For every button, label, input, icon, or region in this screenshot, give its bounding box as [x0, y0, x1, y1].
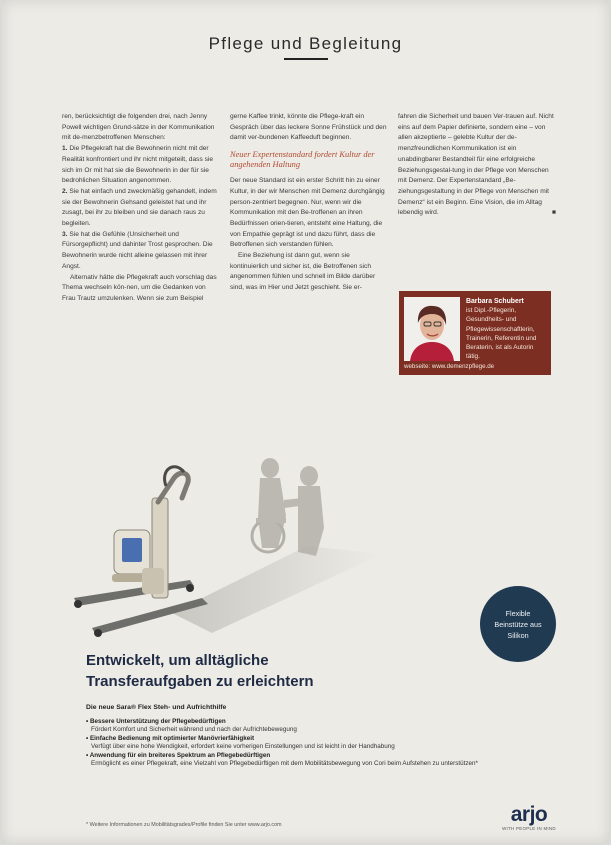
feature-item: • Anwendung für ein breiteres Spektrum an Pflegebedürftigen Ermöglicht es einer Pflegekraft, eine Vielzahl von Pflegebedürftigen mit dem Mobilitätsbewegung von Cori beim Aufstehen zu unterstützen* — [86, 751, 479, 768]
article-column-3 — [398, 112, 556, 219]
ad-feature-badge: Flexible Beinstütze aus Silikon — [480, 586, 556, 662]
author-box — [399, 291, 551, 375]
ad-headline: Entwickelt, um alltägliche Transferaufgaben zu erleichtern — [86, 652, 314, 690]
page-title: Pflege und Begleitung — [208, 34, 403, 53]
magazine-page — [2, 0, 609, 843]
title-underline — [284, 58, 328, 60]
list-item: 1. Die Pflegekraft hat die Bewohnerin nicht mit der Realität konfrontiert und ihr nicht mitgeteilt, dass sie sich im Or mit hat sie die Bewohnerin in der für sie bedrohlichen Situation angenommen. — [62, 145, 213, 185]
arjo-logo: arjo WITH PEOPLE IN MIND — [502, 803, 556, 831]
ad-product-image — [62, 428, 422, 650]
list-item: 2. Sie hat einfach und zweckmäßig gehandelt, indem sie der Bewohnerin Gehsand geleistet hat und ihr zusagt, bei ihr zu bleiben und sie danach raus zu begleiten. — [62, 187, 217, 228]
author-bio — [466, 297, 548, 361]
ad-feature-list — [86, 718, 526, 768]
paragraph: fahren die Sicherheit und bauen Ver-trauen auf. Nicht eins auf dem Papier definierte, sondern eine – von allen akzeptierte – gelebte Kultur der de-menzfreundlichen Kommunikation ist ein unabdingbarer Bestandteil für eine erfolgreiche Beziehungsgestal-tung in der Pflege von Menschen mit Demenz. Der Expertenstandard „Be-ziehungsgestaltung in der Pflege von Menschen mit Demenz“ ist ein Beginn. Eine Vision, die im Alltag lebendig wird. ■ — [398, 112, 556, 219]
list-item: 3. Sie hat die Gefühle (Unsicherheit und Fürsorgepflicht) und dahinter Trost gesprochen. Die Bewohnerin wurde nicht alleine gelassen mit ihrer Angst. — [62, 230, 213, 270]
author-description: ist Dipl.-Pflegerin, Gesundheits- und Pflegewissenschaftlerin, Trainerin, Referentin und Beraterin, ist als Autorin tätig. — [466, 307, 537, 361]
paragraph: Der neue Standard ist ein erster Schritt hin zu einer Kultur, in der wir Menschen mit Demenz durchgängig person-zentriert begegnen. Nur, wenn wir die Kommunikation mit den Be-troffenen an ihren Bedürfnissen orien-tieren, entsteht eine Haltung, die von Empathie geprägt ist und dazu führt, dass die Betroffenen sich verstanden fühlen. — [230, 177, 385, 249]
author-photo — [404, 297, 460, 361]
ad-product-name: Die neue Sara® Flex Steh- und Aufrichthilfe — [86, 704, 227, 711]
author-contact: webseite: www.demenzpflege.de — [404, 363, 495, 370]
end-mark: ■ — [552, 209, 556, 217]
author-name: Barbara Schubert — [466, 298, 524, 305]
feature-item: • Bessere Unterstützung der Pflegebedürftigen Fördert Komfort und Sicherheit während und nach der Aufrichtebewegung — [86, 718, 297, 734]
paragraph: Eine Beziehung ist dann gut, wenn sie kontinuierlich und sicher ist, die Betroffenen sich angenommen fühlen und schnell im Bilde darüber sind, was im Hier und Jetzt geschieht. Sie er- — [230, 252, 376, 292]
section-subheading: Neuer Expertenstandard fordert Kultur der angehenden Haltung — [230, 150, 375, 170]
ad-footnote: * Weitere Informationen zu Mobilitätsgrades/Profile finden Sie unter www.arjo.com — [86, 822, 282, 828]
article-column-1 — [62, 112, 220, 305]
paragraph: ren, berücksichtigt die folgenden drei, nach Jenny Powell wichtigen Grund-sätze in der Kommunikation mit de-menzbetroffenen Menschen: — [62, 113, 215, 142]
paragraph: Alternativ hätte die Pflegekraft auch vorschlag das Thema wechseln kön-nen, um die Gedanken von Frau Trautz umzulenken. Wenn sie zum Beispiel — [62, 273, 217, 302]
feature-item: • Einfache Bedienung mit optimierter Manövrierfähigkeit Verfügt über eine hohe Wendigkeit, erfordert keine vorherigen Einstellungen und ist leicht in der Handhabung — [86, 734, 395, 751]
article-column-2 — [230, 112, 388, 294]
paragraph: gerne Kaffee trinkt, könnte die Pflege-kraft ein Gespräch über das leckere Sonne Frühstück und den damit ver-bundenen Kaffeeduft beginnen. — [230, 113, 387, 142]
